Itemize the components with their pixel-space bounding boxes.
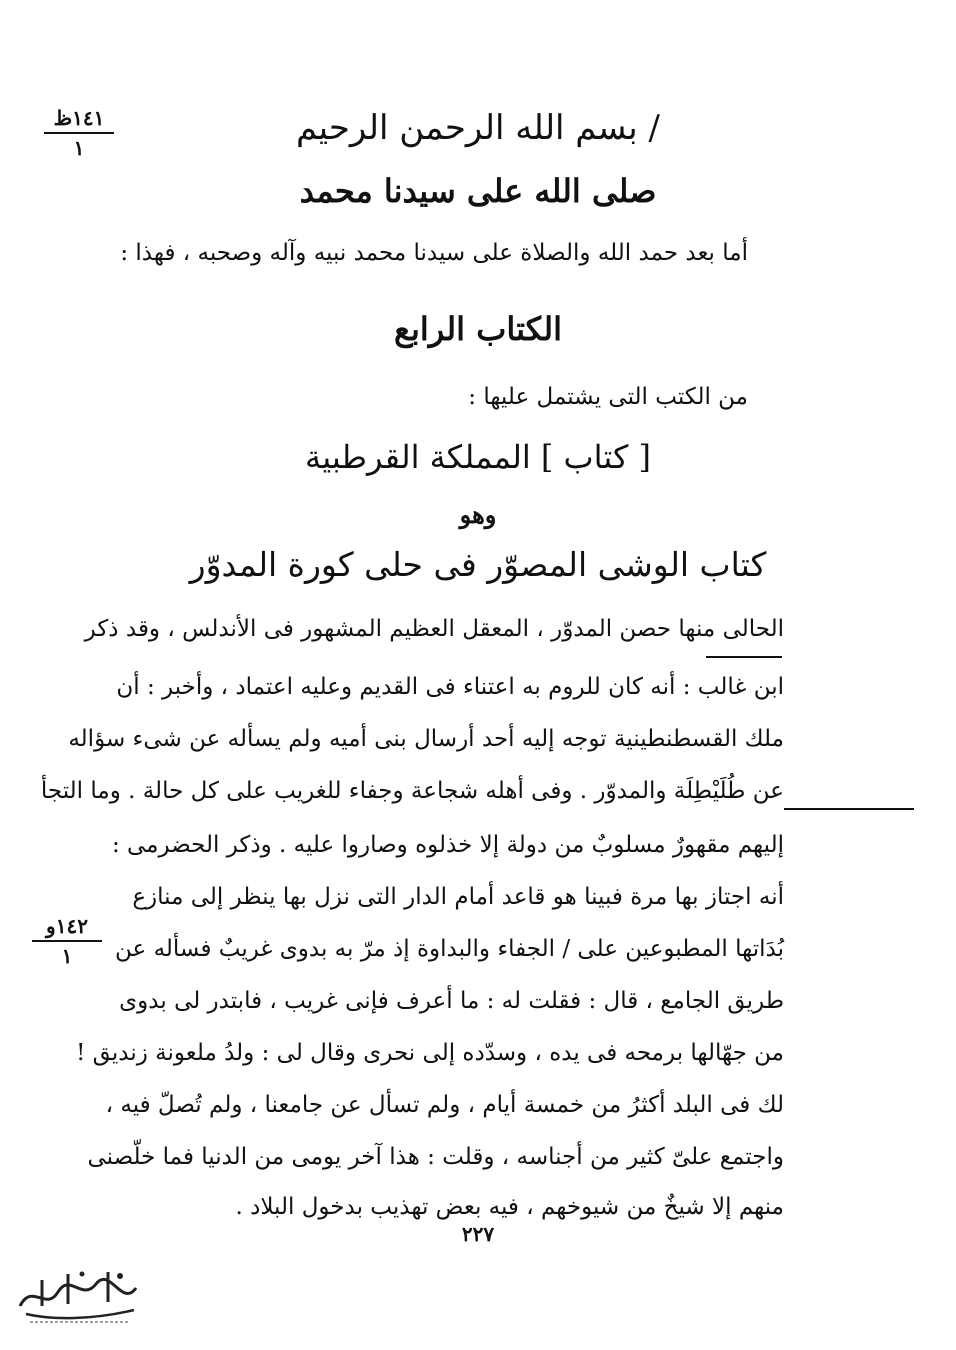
- wahuwa-text: وهو: [459, 500, 497, 529]
- body-line: أنه اجتاز بها مرة فبينا هو قاعد أمام الدار التى نزل بها ينظر إلى منازع: [132, 884, 784, 910]
- body-line: لك فى البلد أكثرُ من خمسة أيام ، ولم تسأل عن جامعنا ، ولم تُصلّ فيه ،: [105, 1092, 784, 1118]
- basmala-heading: / بسم الله الرحمن الرحيم: [296, 108, 660, 148]
- margin-folio-note-top: [44, 106, 114, 160]
- salawat-heading: صلى الله على سيدنا محمد: [299, 172, 657, 210]
- margin-folio-number: ١٤١ظ: [44, 106, 114, 134]
- body-line: منهم إلا شيخٌ من شيوخهم ، فيه بعض تهذيب بدخول البلاد .: [235, 1194, 784, 1220]
- book-title: الكتاب الرابع: [393, 310, 563, 348]
- body-line: الحالى منها حصن المدوّر ، المعقل العظيم المشهور فى الأندلس ، وقد ذكر: [84, 616, 784, 642]
- margin-folio-sub: ١: [73, 136, 85, 160]
- body-line: ابن غالب : أنه كان للروم به اعتناء فى القديم وعليه اعتماد ، وأخبر : أن: [116, 674, 784, 700]
- library-stamp-icon: [12, 1262, 146, 1326]
- body-line: من جهّالها برمحه فى يده ، وسدّده إلى نحرى وقال لى : ولدُ ملعونة زنديق !: [76, 1040, 784, 1066]
- margin-folio-note-middle: [32, 914, 102, 968]
- body-line: واجتمع علىّ كثير من أجناسه ، وقلت : هذا آخر يومى من الدنيا فما خلّصنى: [87, 1144, 784, 1170]
- body-line: ملك القسطنطينية توجه إليه أحد أرسال بنى أميه ولم يسأله عن شىء سؤاله: [68, 726, 784, 752]
- kitab-full-title: كتاب الوشى المصوّر فى حلى كورة المدوّر: [189, 545, 767, 584]
- intro-line: أما بعد حمد الله والصلاة على سيدنا محمد نبيه وآله وصحبه ، فهذا :: [120, 240, 748, 266]
- kitab-name-heading: [ كتاب ] المملكة القرطبية: [305, 438, 651, 476]
- body-line: بُدَاتها المطبوعين على / الجفاء والبداوة إذ مرّ به بدوى غريبٌ فسأله عن: [115, 936, 784, 962]
- page-number: ٢٢٧: [461, 1222, 495, 1246]
- body-line: طريق الجامع ، قال : فقلت له : ما أعرف فإنى غريب ، فابتدر لى بدوى: [119, 988, 784, 1014]
- underline-rule: [784, 808, 914, 810]
- margin-folio-sub: ١: [61, 944, 73, 968]
- margin-folio-number: ١٤٢و: [32, 914, 102, 942]
- from-books-line: من الكتب التى يشتمل عليها :: [468, 384, 748, 410]
- body-line: إليهم مقهورٌ مسلوبٌ من دولة إلا خذلوه وصاروا عليه . وذكر الحضرمى :: [111, 832, 784, 858]
- body-line: عن طُلَيْطِلَة والمدوّر . وفى أهله شجاعة وجفاء للغريب على كل حالة . وما التجأ: [40, 778, 784, 804]
- underline-rule: [706, 656, 782, 658]
